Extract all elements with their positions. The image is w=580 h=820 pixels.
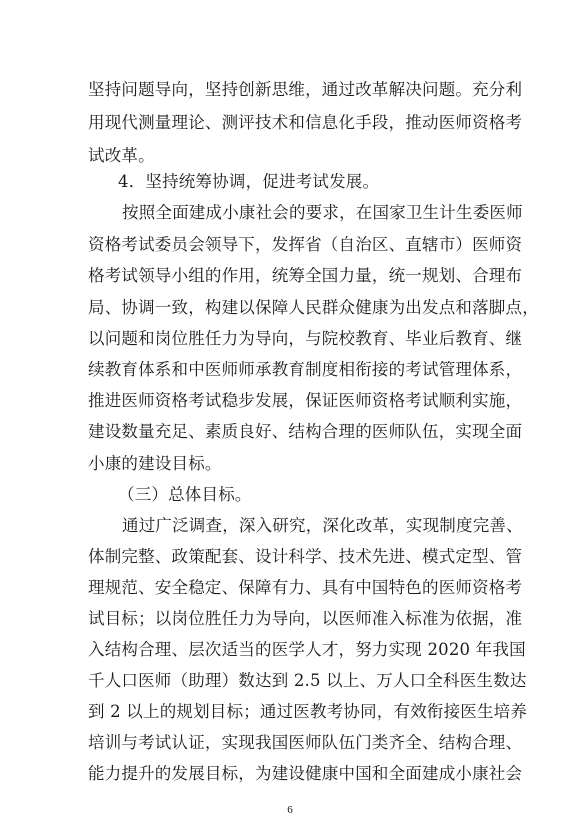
paragraph-line: 坚持问题导向，坚持创新思维，通过改革解决问题。充分利 [88,80,523,99]
paragraph-line: 千人口医师（助理）数达到 2.5 以上、万人口全科医生数达 [88,671,527,690]
paragraph-line: 续教育体系和中医师师承教育制度相衔接的考试管理体系， [88,360,523,379]
paragraph-line: 资格考试委员会领导下，发挥省（自治区、直辖市）医师资 [88,235,523,254]
paragraph-line: 推进医师资格考试稳步发展，保证医师资格考试顺利实施， [88,391,523,410]
paragraph-line: 能力提升的发展目标，为建设健康中国和全面建成小康社会 [88,764,523,783]
paragraph-line: 通过广泛调查，深入研究，深化改革，实现制度完善、 [122,516,523,535]
paragraph-line: 理规范、安全稳定、保障有力、具有中国特色的医师资格考 [88,578,523,597]
paragraph-line: 建设数量充足、素质良好、结构合理的医师队伍，实现全面 [88,422,523,441]
paragraph-line: 按照全面建成小康社会的要求，在国家卫生计生委医师 [122,203,523,222]
paragraph-line: 试目标；以岗位胜任力为导向，以医师准入标准为依据，准 [88,609,523,628]
paragraph-line: 用现代测量理论、测评技术和信息化手段，推动医师资格考 [88,113,523,132]
section-heading: 4．坚持统筹协调，促进考试发展。 [118,172,380,191]
paragraph-line: 局、协调一致，构建以保障人民群众健康为出发点和落脚点， [88,298,539,317]
paragraph-line: 体制完整、政策配套、设计科学、技术先进、模式定型、管 [88,547,523,566]
paragraph-line: 小康的建设目标。 [88,454,222,473]
section-heading: （三）总体目标。 [118,485,252,504]
paragraph-line: 培训与考试认证，实现我国医师队伍门类齐全、结构合理、 [88,733,523,752]
paragraph-line: 以问题和岗位胜任力为导向，与院校教育、毕业后教育、继 [88,329,523,348]
paragraph-line: 到 2 以上的规划目标；通过医教考协同，有效衔接医生培养 [88,702,528,721]
paragraph-line: 入结构合理、层次适当的医学人才，努力实现 2020 年我国 [88,640,526,659]
paragraph-line: 试改革。 [88,146,155,165]
paragraph-line: 格考试领导小组的作用，统筹全国力量，统一规划、合理布 [88,266,523,285]
page-number: 6 [287,804,293,816]
